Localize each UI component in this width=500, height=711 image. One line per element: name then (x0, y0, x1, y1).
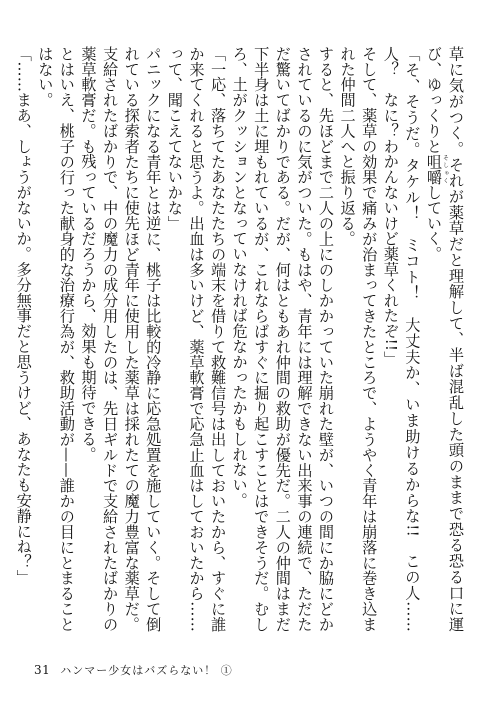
paragraph: とはいえ、桃子の行った献身的な治療行為が、救助活動が——誰かの目にとまることはない。 (36, 46, 76, 632)
paragraph: 「……まあ、しょうがないか。多分無事だと思うけど、あなたも安静にね？」 (14, 46, 33, 585)
vertical-body-text (14, 46, 466, 632)
paragraph: 草に気がつく。それが薬草だと理解して、半ば混乱した頭のままで恐る恐る口に運び、ゆっくりと咀嚼そしゃくしていく。 (425, 46, 465, 632)
paragraph: パニックになる青年とは逆に、桃子は比較的冷静に応急処置を施していく。そして倒れている探索者たちに使先ほど青年に使用した薬草は採れたての魔力豊富な薬草だ。支給されたばかりで、中の魔力の成分用したのは、先日ギルドで支給されたばかりの薬草軟膏だ。も残っているだろうから、効果も期待できる。 (79, 46, 163, 632)
paragraph: そして、薬草の効果で痛みが治まってきたところで、ようやく青年は崩落に巻き込まれた仲間二人へと振り返る。 (338, 46, 379, 632)
ruby-annotation: 咀嚼そしゃく (425, 153, 449, 185)
page-footer (34, 662, 233, 680)
paragraph: 「一応、落ちてたあなたたちの端末を借りて救難信号は出しておいたから、すぐに誰か来てくれると思うよ。出血は多いけど、薬草軟膏で応急止血はしておいたから……って、聞こえてないかな」 (165, 46, 228, 632)
paragraph: すると、先ほどまで二人の上にのしかかっていた崩れた壁が、いつの間にか脇にどかされているのに気がついた。もはや、青年には理解できない出来事の連続で、ただただ驚いてばかりである。だが、何はともあれ仲間の救助が優先だ。二人の仲間はまだ下半身は土に埋もれているが、これならばすぐに掘り起こすことはできそうだ。むしろ、土がクッションとなっていなければ危なかったかもしれない。 (230, 46, 336, 632)
page-number: 31 (34, 663, 51, 677)
running-title: ハンマー少女はバズらない！ ① (60, 664, 233, 677)
ruby-reading: そしゃく (441, 153, 449, 185)
paragraph: 「そ、そうだ。タケル！ ミコト！ 大丈夫か、いま助けるからな!! この人……人？ なに？わかんないけど薬草くれたぞ!!」 (381, 46, 422, 632)
